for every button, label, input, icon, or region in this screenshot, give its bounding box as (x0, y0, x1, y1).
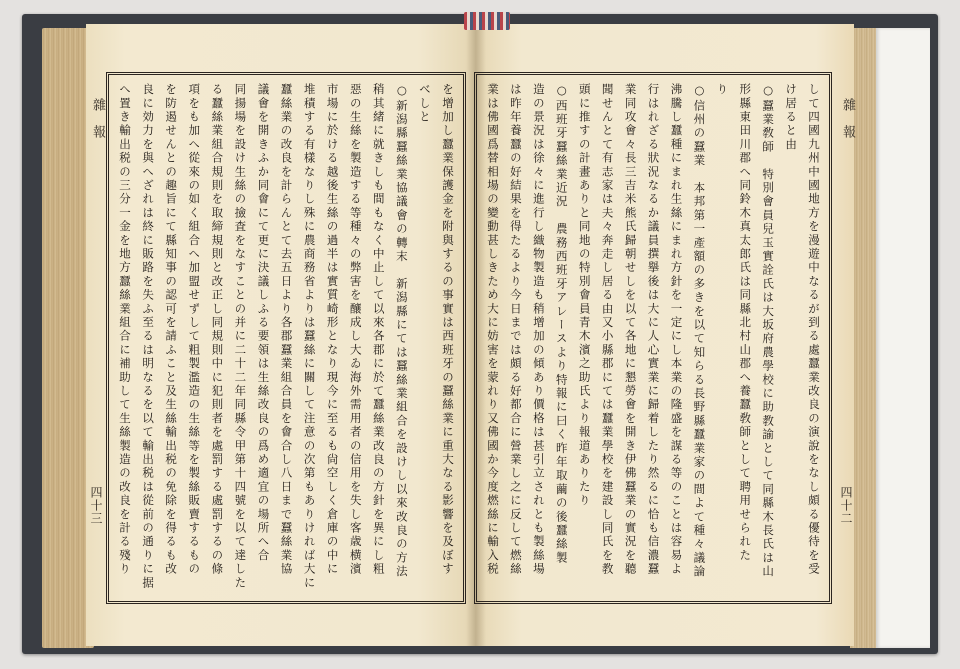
text-column: 聞せんとて有志家は夫々奔走し居る由又小縣郡にては蠶業學校を建設し同氏を教 (600, 83, 615, 577)
left-text-frame (106, 72, 466, 604)
text-column: 議會を開きふか同會にて更に決議しふる要領は生絲改良の爲め適宜の場所へ合 (256, 83, 271, 563)
text-column: け居ると由 (784, 83, 799, 152)
text-column: へ置き輸出税の三分一金を地方蠶絲業組合に補助して生絲製造の改良を計る殘り (118, 83, 133, 577)
text-column: る蠶絲業組合規則を取締規則と改正し同規則中に犯則者を處罰する處罰するの條 (210, 83, 225, 577)
text-column: 業は佛國爲替相場の變動甚しきため大に妨害を蒙れり又佛國か今度燃絲に輸入税 (485, 83, 500, 577)
text-column: 行はれざる狀況なるか議員撰擧後は大に人心實業に歸着したり然るに恰も信濃蠶 (646, 83, 661, 577)
text-column: を防遏せんとの趣旨にて縣知事の認可を請ふこと及生絲輸出税の免除を得るも改 (164, 83, 179, 577)
text-column: を增加し蠶業保護金を附與するの事實は西班牙の蠶絲業に重大なる影響を及ぼす (440, 83, 455, 577)
text-column: ○新潟縣蠶絲業協議會の轉末 新潟縣にては蠶絲業組合を設けし以來改良の方法 (394, 83, 409, 579)
text-column: 頭に推すの計畫ありと同地の特別會員青木濱之助氏より報道ありたり (577, 83, 592, 508)
text-column: べしと (417, 83, 432, 125)
right-running-head: 雜報 (840, 98, 855, 152)
right-text-frame (474, 72, 832, 604)
text-column: して四國九州中國地方を漫遊中なるが到る處蠶業改良の演說をなし頗る優待を受 (807, 83, 822, 577)
text-column: 良に効力を與へざれは終に販路を失ふ至るは明なるを以て輸出税は從前の通りに据 (141, 83, 156, 590)
text-column: 業同攻會々長三吉米熊氏歸朝せしを以て各地に懇勞會を開き伊佛蠶業の實況を聽 (623, 83, 638, 577)
left-folio: 四十三 (89, 486, 103, 525)
text-column: 惡の生絲を製造する等種々の弊害を釀成し大ゐ海外需用者の信用を失し客歳横濱 (348, 83, 363, 577)
text-column: り (715, 83, 730, 97)
headband-ribbon (464, 12, 510, 30)
left-running-head: 雜報 (90, 98, 105, 152)
text-column: 同揚場を設け生絲の撿査をなすことの并に二十二年同縣令甲第十四號を以て達した (233, 83, 248, 590)
text-column: は昨年養蠶の好結果を得たるより今日までは頗る好都合に營業し之に反して燃絲 (508, 83, 523, 577)
text-column: 蠶絲業の改良を計らんとて去五日より各郡蠶業組合員を會合し八日まで蠶絲業協 (279, 83, 294, 577)
text-column: ○蠶業敎師 特別會員兒玉實詮氏は大坂府農學校に助教諭として同縣木長氏は山 (761, 83, 776, 579)
text-column: 形縣東田川郡へ同鈴木真太郎氏は同縣北村山郡へ養蠶敎師として聘用せられた (738, 83, 753, 563)
text-column: ○信州の蠶業 本邦第一產額の多きを以て知らる長野縣蠶業家の間よて種々議論 (692, 83, 707, 579)
text-column: ○西班牙蠶絲業近況 農務西班牙アレースより特報に曰く昨年取繭の後蠶絲製 (554, 83, 569, 565)
text-column: 稍其緒に就きしも間もなく中止して以來各郡に於て蠶絲業改良の方針を異にし粗 (371, 83, 386, 577)
right-folio: 四十二 (839, 486, 853, 525)
text-column: 沸騰し蠶種にまれ生絲にまれ方針を一定にし本業の隆盛を謀る等のことは容易よ (669, 83, 684, 577)
text-column: 市場に於ける越後生絲の過半は實質崎形となり現今に至るも尙空しく倉庫の中に (325, 83, 340, 577)
endpaper (876, 28, 930, 648)
text-column: 堆積する有樣なりし殊に農商務省よりは蠶絲に關して注意の次第もありければ大に (302, 83, 317, 590)
text-column: 項をも加へ從來の如く組合へ加盟せずして粗製濫造の生絲等を製絲販賣するもの (187, 83, 202, 577)
text-column: 造の景況は徐々に進行し織物製造も稍增加の傾あり價格は甚引立されとも製絲場 (531, 83, 546, 577)
